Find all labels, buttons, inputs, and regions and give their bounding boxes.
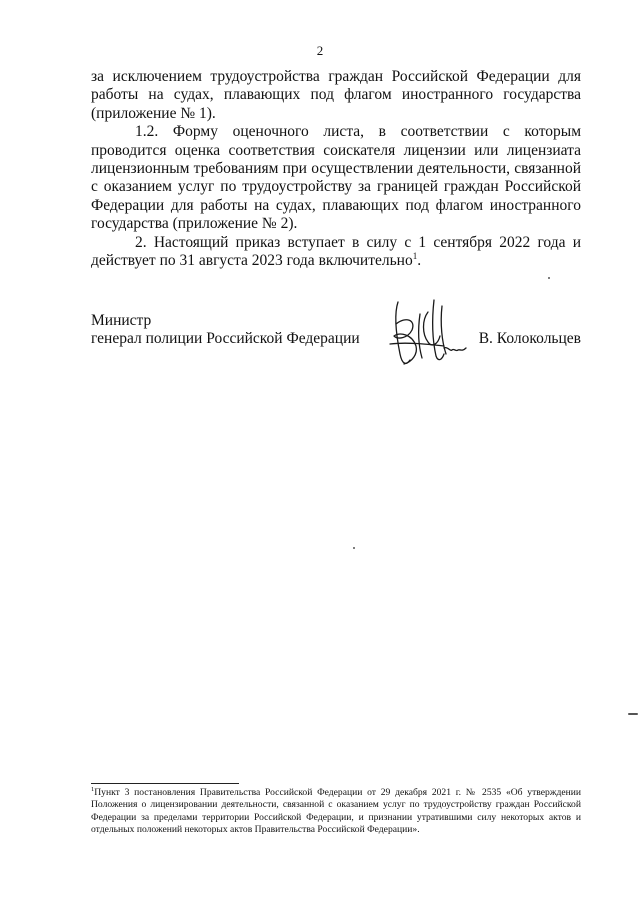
minister-rank: генерал полиции Российской Федерации: [91, 330, 360, 347]
footnote-text: Пункт 3 постановления Правительства Российской Федерации от 29 декабря 2021 г. № 2535 «Об утверждении Положения о лицензировании деятельности, связанной с оказанием услуг по трудоустройству граждан Российской Федерации за пределами территории Российской Федерации, и признании утратившими силу некоторых актов и отдельных положений некоторых актов Правительства Российской Федерации».: [91, 787, 581, 836]
minister-title: Министр: [91, 312, 152, 329]
paragraph-2: [91, 234, 581, 271]
paragraph-exclusion: за исключением трудоустройства граждан Российской Федерации для работы на судах, плавающих под флагом иностранного государства (приложение № 1).: [91, 68, 581, 122]
paragraph-2-end: .: [417, 252, 422, 270]
footnote-marker: 1: [91, 786, 95, 793]
footnote-reference: 1: [412, 251, 418, 262]
paragraph-1-2: 1.2. Форму оценочного листа, в соответствии с которым проводится оценка соответствия соискателя лицензии или лицензиата лицензионным требованиям при осуществлении деятельности, связанной с оказанием услуг по трудоустройству за границей граждан Российской Федерации для работы на судах, плавающих под флагом иностранного государства (приложение № 2).: [91, 123, 581, 233]
scan-speck: [548, 277, 550, 279]
paragraph-2-text: 2. Настоящий приказ вступает в силу с 1 сентября 2022 года и действует по 31 августа 2023 года включительно: [91, 233, 581, 270]
footnote: [91, 787, 581, 837]
handwritten-signature: [386, 294, 476, 376]
signature-block: [91, 312, 581, 372]
document-body: [91, 68, 581, 270]
page-number: 2: [316, 43, 324, 58]
footnote-divider: [91, 783, 239, 784]
minister-name: В. Колокольцев: [478, 330, 581, 347]
scan-speck: [353, 547, 355, 549]
scan-speck: [628, 713, 638, 715]
